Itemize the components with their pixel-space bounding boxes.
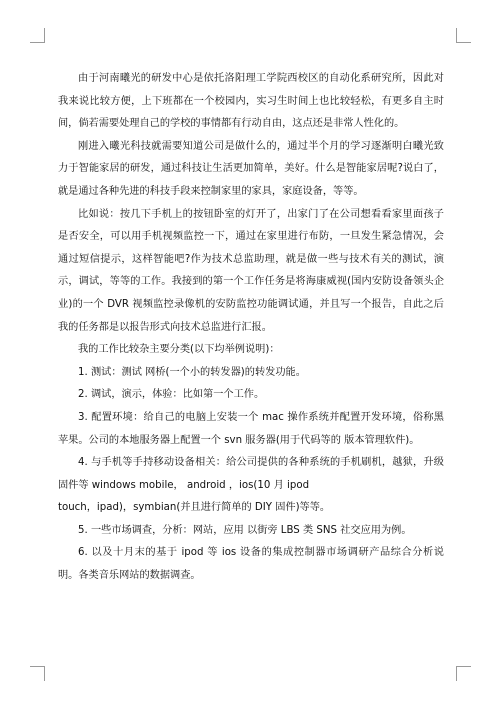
list-item-mobile: 4. 与手机等手持移动设备相关：给公司提供的各种系统的手机刷机，越狱，升级固件等 windows mobile， android ，ios(10 月 ipod — [58, 457, 444, 491]
document-body — [58, 68, 444, 588]
paragraph-company: 刚进入曦光科技就需要知道公司是做什么的，通过半个月的学习逐渐明白曦光致力于智能家居的研发，通过科技让生活更加简单，美好。什么是智能家居呢?说白了，就是通过各种先进的科技手段来控制家里的家具，家庭设备，等等。 — [58, 140, 444, 197]
paragraph-work-categories: 我的工作比较杂主要分类(以下均举例说明)： — [78, 344, 280, 356]
crop-mark-top-left — [30, 28, 45, 43]
paragraph-example: 比如说：按几下手机上的按钮卧室的灯开了，出家门了在公司想看看家里面孩子是否安全，可以用手机视频监控一下，通过在家里进行布防，一旦发生紧急情况，会通过短信提示，这样智能吧?作为技术总监助理，就是做一些与技术有关的测试，演示，调试，等等的工作。我接到的第一个工作任务是将海康威视(国内安防设备领头企业)的一个 DVR 视频监控录像机的安防监控功能调试通，并且写一个报告，自此之后我的任务都是以报告形式向技术总监进行汇报。 — [58, 208, 444, 333]
list-item-market-research: 5. 一些市场调查，分析：网站，应用 以街旁 LBS 类 SNS 社交应用为例。 — [78, 524, 412, 536]
list-item-testing: 1. 测试：测试 网桥(一个小的转发器)的转发功能。 — [78, 366, 306, 378]
list-item-mobile-continued: touch，ipad)，symbian(并且进行简单的 DIY 固件)等等。 — [58, 502, 331, 514]
crop-mark-top-right — [456, 28, 471, 43]
crop-mark-bottom-right — [456, 666, 471, 681]
list-item-debugging: 2. 调试，演示，体验：比如第一个工作。 — [78, 389, 265, 401]
list-item-product-analysis: 6. 以及十月末的基于 ipod 等 ios 设备的集成控制器市场调研产品综合分析说明。各类音乐网站的数据调查。 — [58, 547, 444, 582]
crop-mark-bottom-left — [30, 666, 45, 681]
list-item-environment: 3. 配置环境：给自己的电脑上安装一个 mac 操作系统并配置开发环境，俗称黑苹果。公司的本地服务器上配置一个 svn 服务器(用于代码等的 版本管理软件)。 — [58, 411, 444, 446]
paragraph-intro: 由于河南曦光的研发中心是依托洛阳理工学院西校区的自动化系研究所，因此对我来说比较方便，上下班都在一个校园内，实习生时间上也比较轻松，有更多自主时间，倘若需要处理自己的学校的事情都有行动自由，这点还是非常人性化的。 — [58, 73, 444, 130]
